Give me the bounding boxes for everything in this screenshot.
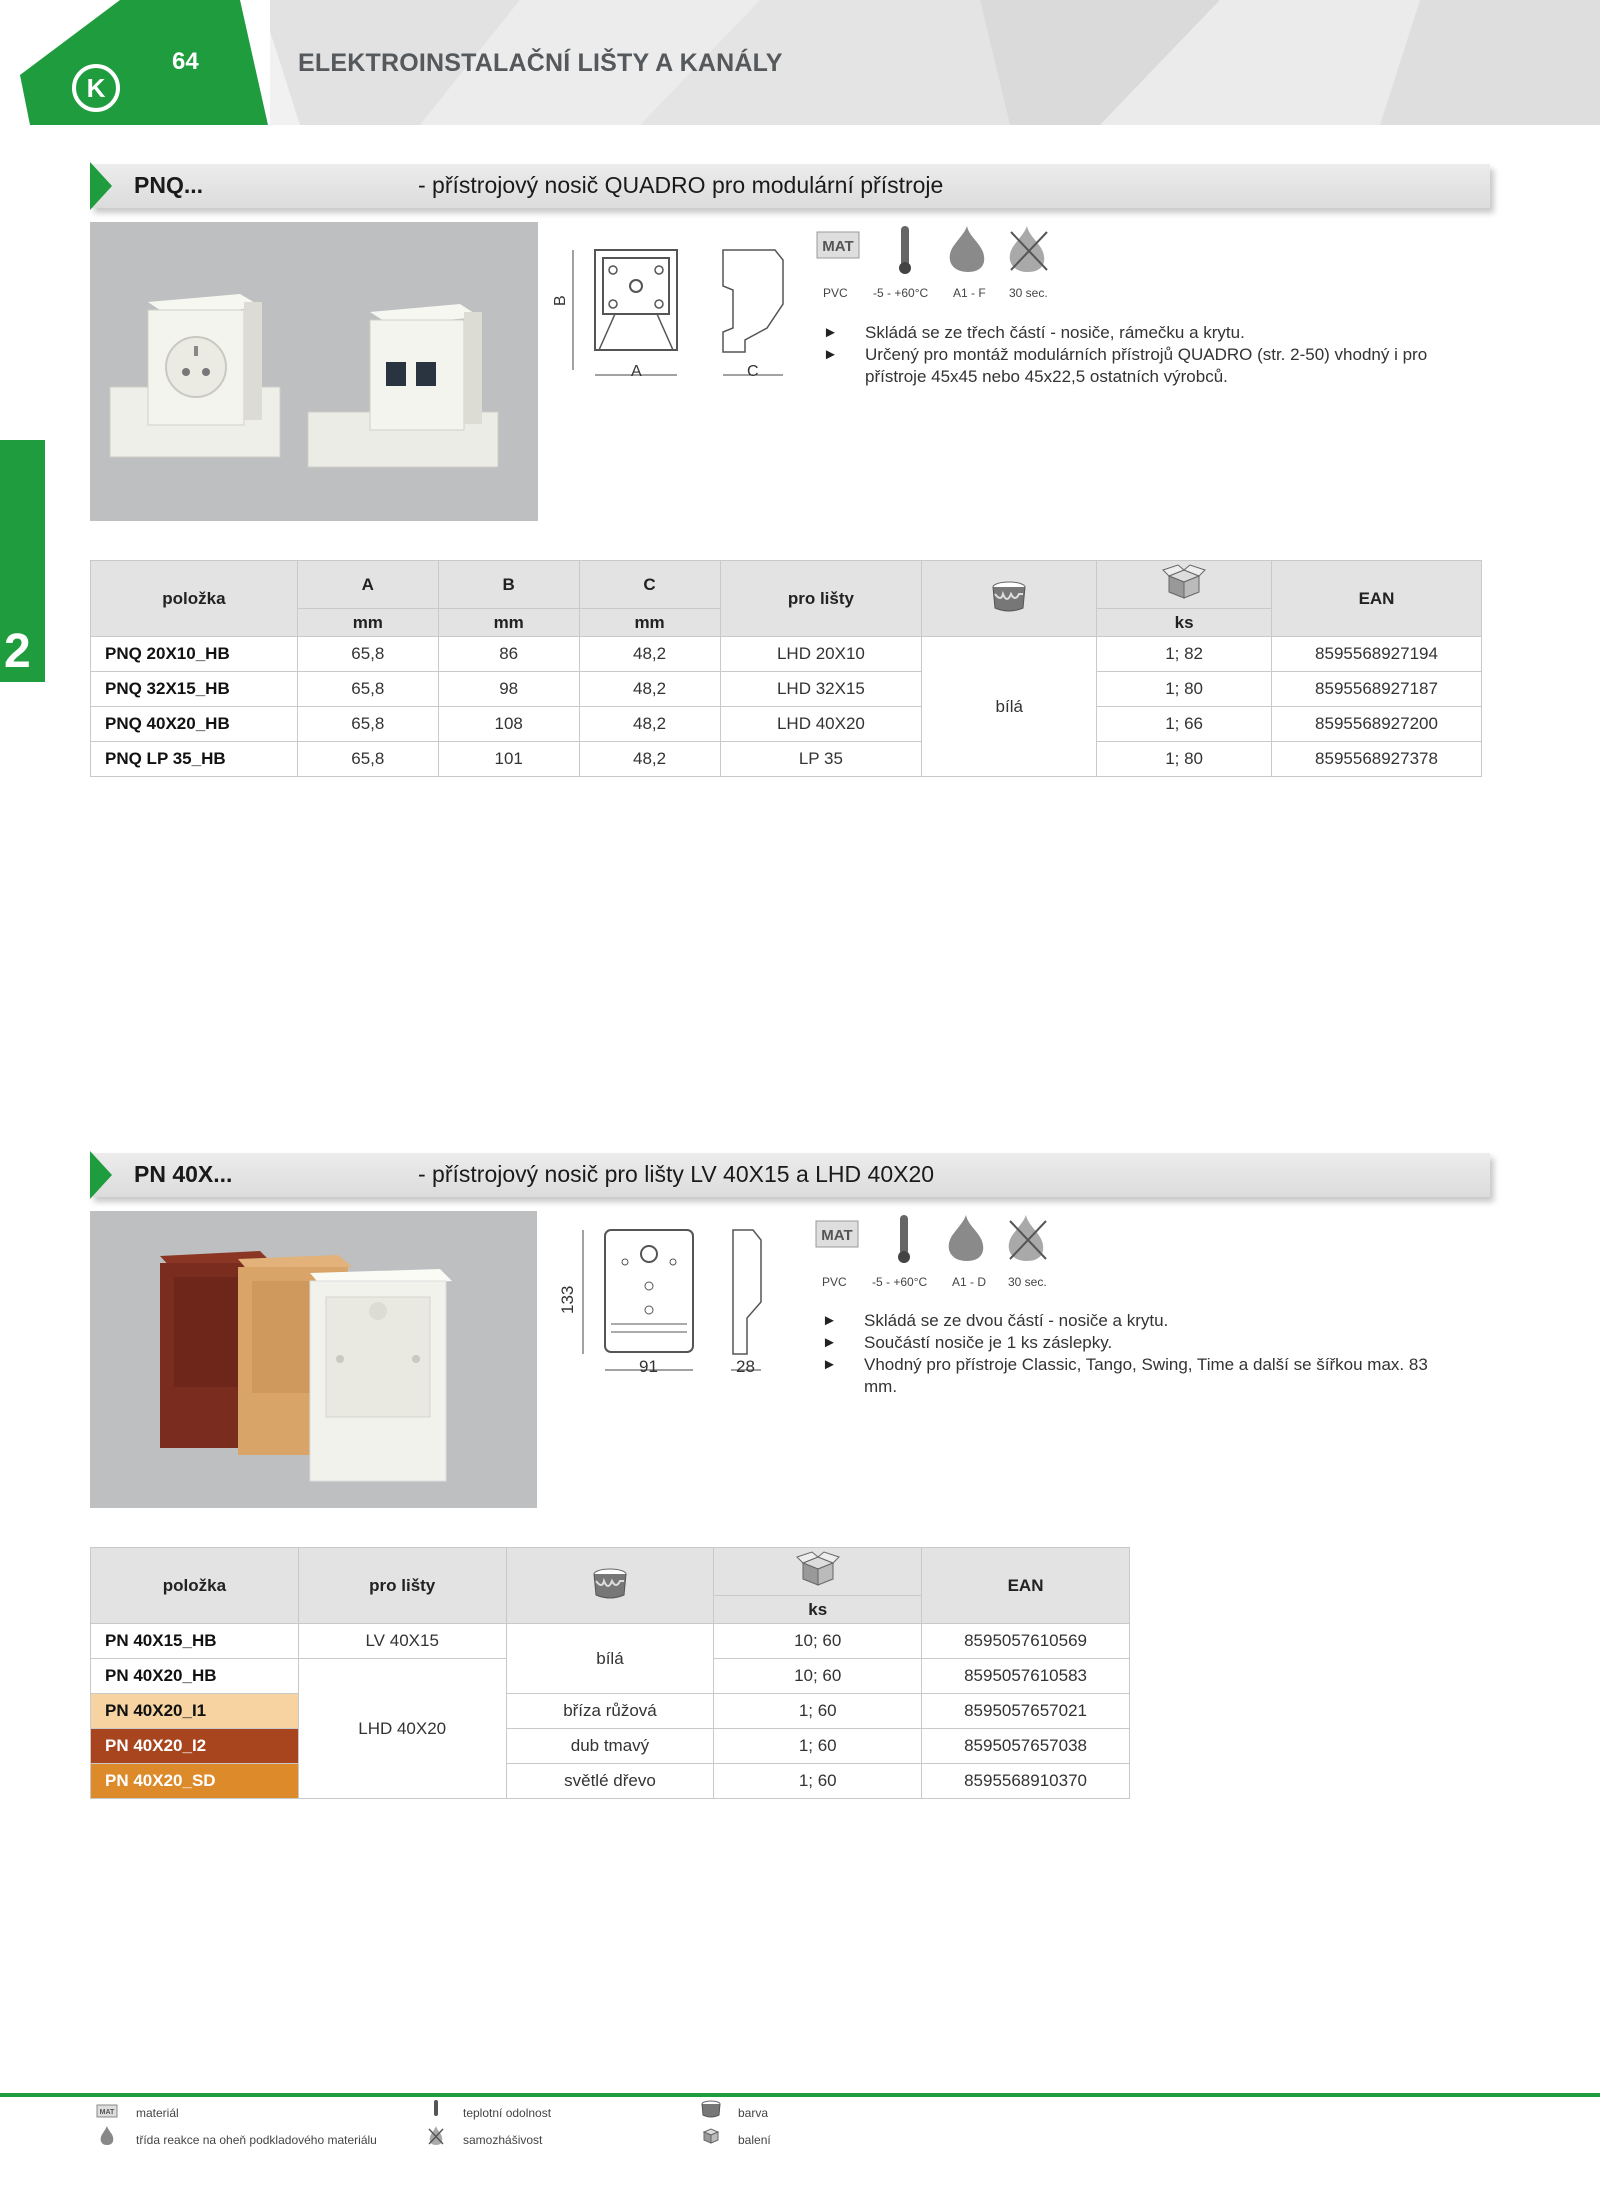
property-icons-pn40x xyxy=(814,1213,1064,1265)
svg-text:A: A xyxy=(631,363,642,380)
cell-ean: 8595057657021 xyxy=(922,1694,1130,1729)
cell-code: PNQ 20X10_HB xyxy=(91,637,298,672)
cell-for: LHD 32X15 xyxy=(720,672,922,707)
cell-ean: 8595057657038 xyxy=(922,1729,1130,1764)
cell-pack: 1; 60 xyxy=(714,1729,922,1764)
table-row xyxy=(91,742,1482,777)
product-description: - přístrojový nosič pro lišty LV 40X15 a LHD 40X20 xyxy=(418,1161,935,1187)
cell-for: LP 35 xyxy=(720,742,922,777)
col-header-ean: EAN xyxy=(1272,561,1482,637)
material-icon xyxy=(817,232,859,258)
fire-legend-icon xyxy=(99,2126,115,2146)
col-header-a: A xyxy=(297,561,438,609)
product-photo-pnq xyxy=(90,222,538,521)
svg-text:MAT: MAT xyxy=(821,1227,853,1244)
col-header-pack xyxy=(714,1548,922,1596)
legend-temperature: teplotní odolnost xyxy=(463,2106,552,2120)
cell-ean: 8595568927187 xyxy=(1272,672,1482,707)
cell-a: 65,8 xyxy=(297,672,438,707)
unit-pack: ks xyxy=(1097,609,1272,637)
legend-material: materiál xyxy=(136,2106,179,2120)
paint-bucket-icon xyxy=(590,1565,630,1601)
table-row xyxy=(91,1764,1130,1799)
cell-code: PN 40X15_HB xyxy=(91,1624,299,1659)
property-icons-pnq xyxy=(815,224,1065,276)
fire-class-icon xyxy=(949,1215,984,1261)
temperature-label: -5 - +60°C xyxy=(872,1275,928,1289)
pnq-product-illustration xyxy=(90,222,538,521)
cell-b: 98 xyxy=(438,672,579,707)
fire-class-label: A1 - D xyxy=(952,1275,987,1289)
cell-ean: 8595568927200 xyxy=(1272,707,1482,742)
spec-table-pnq xyxy=(90,560,1482,777)
legend-color: barva xyxy=(738,2106,769,2120)
cell-ean: 8595568927194 xyxy=(1272,637,1482,672)
cell-for: LV 40X15 xyxy=(298,1624,506,1659)
table-row xyxy=(91,1694,1130,1729)
box-icon xyxy=(1161,564,1207,600)
feature-item: ► Součástí nosiče je 1 ks záslepky. xyxy=(822,1332,1432,1354)
cell-code: PNQ 40X20_HB xyxy=(91,707,298,742)
product-code-heading: PN 40X... xyxy=(134,1161,233,1187)
col-header-ean: EAN xyxy=(922,1548,1130,1624)
cell-c: 48,2 xyxy=(579,742,720,777)
cell-code: PN 40X20_HB xyxy=(91,1659,299,1694)
spec-table-pn40x xyxy=(90,1547,1130,1799)
col-header-item: položka xyxy=(91,561,298,637)
cell-color: bílá xyxy=(922,637,1097,777)
svg-text:K: K xyxy=(86,73,106,103)
cell-pack: 10; 60 xyxy=(714,1659,922,1694)
table-row xyxy=(91,1624,1130,1659)
feature-item: ► Určený pro montáž modulárních přístrojů QUADRO (str. 2-50) vhodný i pro přístroje 45x45 nebo 45x22,5 ostatních výrobců. xyxy=(823,344,1493,388)
temperature-legend-icon xyxy=(432,2100,440,2120)
cell-ean: 8595568927378 xyxy=(1272,742,1482,777)
table-row xyxy=(91,707,1482,742)
cell-pack: 1; 80 xyxy=(1097,742,1272,777)
col-header-for: pro lišty xyxy=(298,1548,506,1624)
cell-c: 48,2 xyxy=(579,637,720,672)
section-banner-pn40x xyxy=(90,1151,1490,1199)
footer-line xyxy=(0,2093,1600,2097)
svg-text:91: 91 xyxy=(639,1357,658,1376)
fire-class-label: A1 - F xyxy=(953,286,986,300)
self-extinguish-label: 30 sec. xyxy=(1008,1275,1047,1289)
legend-pack: balení xyxy=(738,2133,771,2147)
col-header-b: B xyxy=(438,561,579,609)
table-row xyxy=(91,672,1482,707)
cell-for: LHD 20X10 xyxy=(720,637,922,672)
page-title: ELEKTROINSTALAČNÍ LIŠTY A KANÁLY xyxy=(298,49,783,77)
material-label: PVC xyxy=(822,1275,847,1289)
cell-color: světlé dřevo xyxy=(506,1764,714,1799)
cell-a: 65,8 xyxy=(297,707,438,742)
material-label: PVC xyxy=(823,286,848,300)
cell-color: bílá xyxy=(506,1624,714,1694)
feature-item: ► Skládá se ze třech částí - nosiče, rámečku a krytu. xyxy=(823,322,1493,344)
header-green-shape xyxy=(0,0,270,125)
svg-text:133: 133 xyxy=(558,1285,577,1314)
self-extinguish-icon xyxy=(1009,1215,1046,1261)
unit-b: mm xyxy=(438,609,579,637)
banner-arrow-icon xyxy=(90,1151,112,1199)
unit-pack: ks xyxy=(714,1596,922,1624)
box-legend-icon xyxy=(700,2126,722,2144)
cell-b: 108 xyxy=(438,707,579,742)
cell-ean: 8595568910370 xyxy=(922,1764,1130,1799)
col-header-color xyxy=(506,1548,714,1624)
fire-class-icon xyxy=(950,226,985,272)
col-header-item: položka xyxy=(91,1548,299,1624)
legend-fire-class: třída reakce na oheň podkladového materiálu xyxy=(136,2133,377,2147)
paint-bucket-icon xyxy=(989,578,1029,614)
temperature-icon xyxy=(899,226,911,274)
cell-code: PN 40X20_SD xyxy=(91,1764,299,1799)
cell-b: 101 xyxy=(438,742,579,777)
material-icon xyxy=(816,1221,858,1247)
unit-c: mm xyxy=(579,609,720,637)
cell-color: dub tmavý xyxy=(506,1729,714,1764)
product-code-heading: PNQ... xyxy=(134,172,204,198)
svg-text:B: B xyxy=(552,295,569,306)
self-extinguish-icon xyxy=(1010,226,1047,272)
cell-c: 48,2 xyxy=(579,672,720,707)
svg-text:MAT: MAT xyxy=(822,238,854,255)
cell-code: PNQ 32X15_HB xyxy=(91,672,298,707)
table-row xyxy=(91,1729,1130,1764)
legend-self-extinguish: samozhášivost xyxy=(463,2133,543,2147)
temperature-label: -5 - +60°C xyxy=(873,286,929,300)
feature-item: ► Skládá se ze dvou částí - nosiče a krytu. xyxy=(822,1310,1432,1332)
cell-code: PNQ LP 35_HB xyxy=(91,742,298,777)
product-description: - přístrojový nosič QUADRO pro modulární přístroje xyxy=(418,172,944,198)
feature-list-pn40x xyxy=(822,1310,1432,1398)
technical-drawing-pn40x xyxy=(555,1222,785,1382)
cell-code: PN 40X20_I1 xyxy=(91,1694,299,1729)
cell-color: bříza růžová xyxy=(506,1694,714,1729)
cell-c: 48,2 xyxy=(579,707,720,742)
cell-pack: 1; 66 xyxy=(1097,707,1272,742)
feature-item: ► Vhodný pro přístroje Classic, Tango, Swing, Time a další se šířkou max. 83 mm. xyxy=(822,1354,1432,1398)
technical-drawing-pnq xyxy=(552,240,800,390)
self-extinguish-legend-icon xyxy=(426,2126,446,2146)
cell-pack: 1; 80 xyxy=(1097,672,1272,707)
svg-text:C: C xyxy=(747,363,759,380)
unit-a: mm xyxy=(297,609,438,637)
cell-b: 86 xyxy=(438,637,579,672)
cell-pack: 1; 60 xyxy=(714,1764,922,1799)
material-legend-icon xyxy=(96,2104,118,2118)
chapter-number: 2 xyxy=(4,625,31,678)
cell-pack: 10; 60 xyxy=(714,1624,922,1659)
col-header-pack xyxy=(1097,561,1272,609)
box-icon xyxy=(795,1551,841,1587)
section-banner-pnq xyxy=(90,162,1490,210)
feature-list-pnq xyxy=(823,322,1493,388)
table-row xyxy=(91,637,1482,672)
cell-for: LHD 40X20 xyxy=(298,1659,506,1799)
cell-for: LHD 40X20 xyxy=(720,707,922,742)
svg-text:MAT: MAT xyxy=(99,2109,115,2116)
cell-pack: 1; 60 xyxy=(714,1694,922,1729)
col-header-color xyxy=(922,561,1097,637)
temperature-icon xyxy=(898,1215,910,1263)
col-header-for: pro lišty xyxy=(720,561,922,637)
product-photo-pn40x xyxy=(90,1211,537,1508)
col-header-c: C xyxy=(579,561,720,609)
brand-logo-icon xyxy=(70,62,122,114)
cell-ean: 8595057610569 xyxy=(922,1624,1130,1659)
pn40x-product-illustration xyxy=(90,1211,537,1508)
cell-ean: 8595057610583 xyxy=(922,1659,1130,1694)
cell-a: 65,8 xyxy=(297,637,438,672)
self-extinguish-label: 30 sec. xyxy=(1009,286,1048,300)
banner-arrow-icon xyxy=(90,162,112,210)
header-background xyxy=(0,0,1600,125)
cell-code: PN 40X20_I2 xyxy=(91,1729,299,1764)
cell-pack: 1; 82 xyxy=(1097,637,1272,672)
svg-text:28: 28 xyxy=(736,1357,755,1376)
page-number: 64 xyxy=(172,48,199,75)
paint-bucket-legend-icon xyxy=(700,2100,722,2118)
cell-a: 65,8 xyxy=(297,742,438,777)
